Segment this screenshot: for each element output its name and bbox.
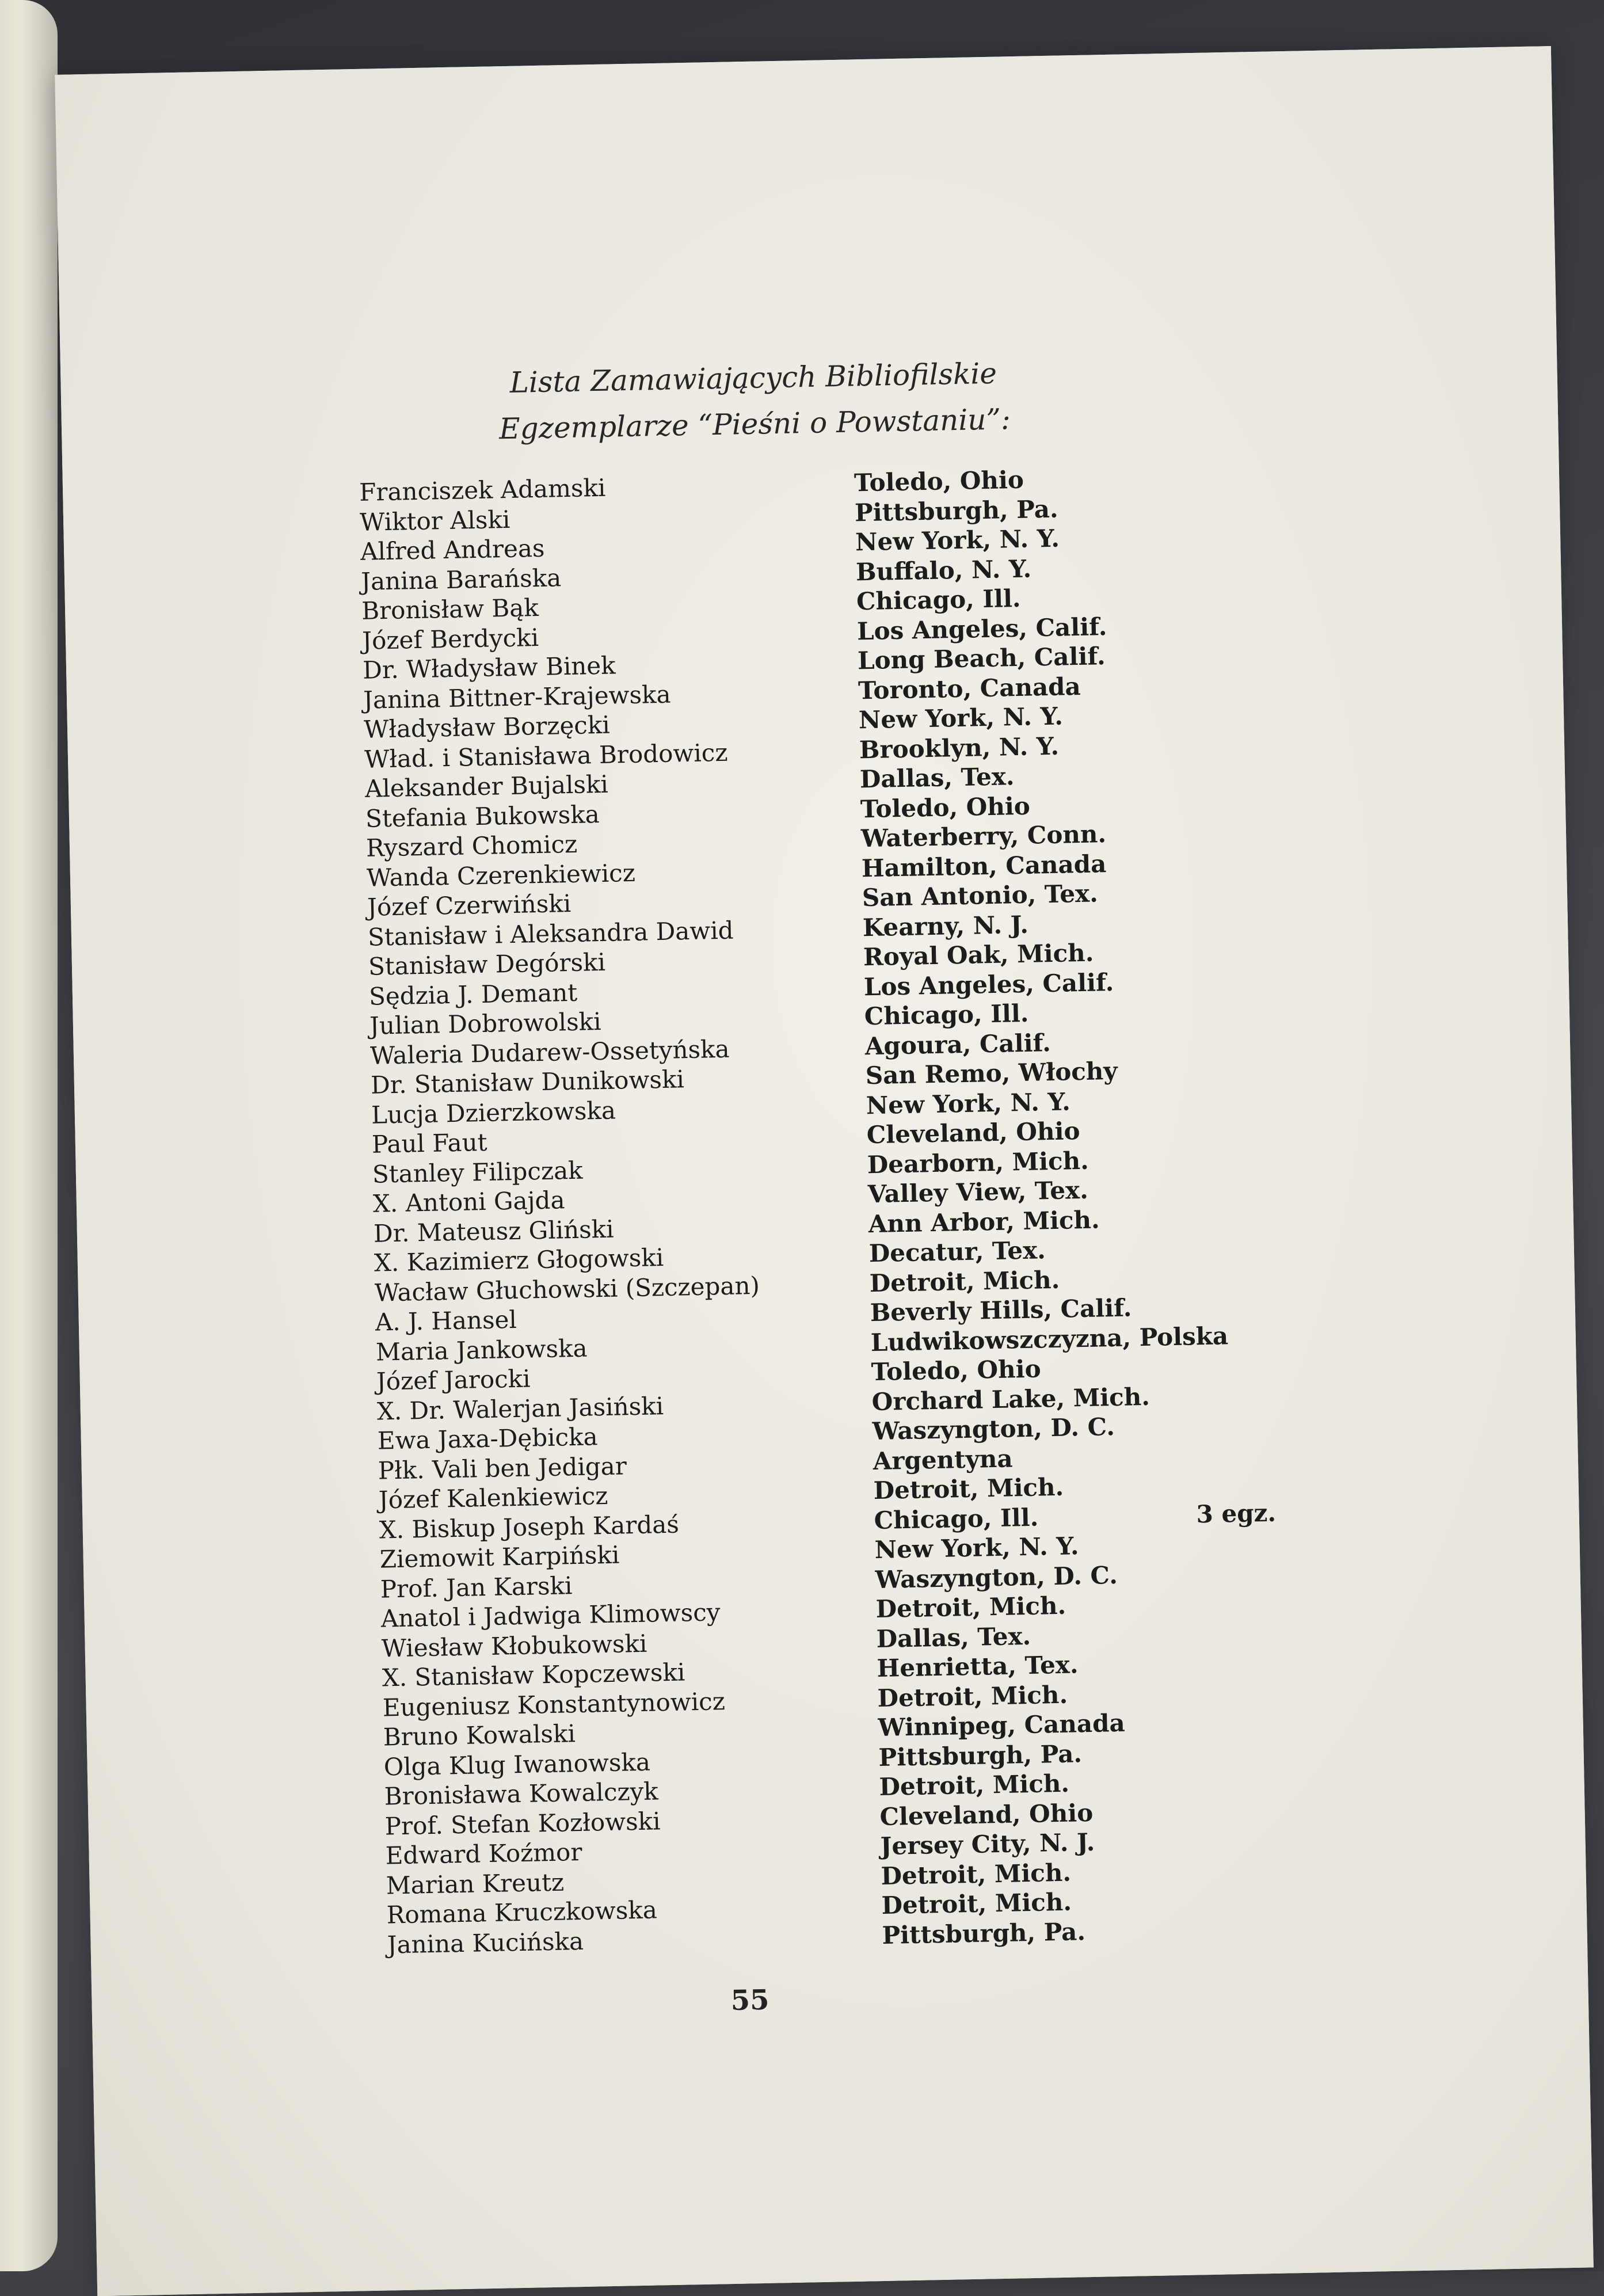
subscriber-name: X. Antoni Gajda [372,1186,565,1218]
subscriber-location: Detroit, Mich. [875,1591,1066,1624]
subscriber-name: Dr. Władysław Binek [362,651,616,684]
subscriber-location: Royal Oak, Mich. [863,938,1094,972]
subscriber-name: Józef Berdycki [361,623,539,655]
subscriber-name: Aleksander Bujalski [364,770,609,803]
subscriber-location: Toledo, Ohio [860,791,1031,823]
subscriber-name: Józef Czerwiński [367,889,572,922]
subscriber-name: Ewa Jaxa-Dębicka [377,1422,598,1455]
subscriber-location: Waszyngton, D. C. [872,1412,1115,1446]
subscriber-name: Płk. Vali ben Jedigar [378,1451,627,1485]
subscriber-location: Winnipeg, Canada [878,1708,1126,1742]
subscriber-name: Waleria Dudarew-Ossetyńska [369,1034,730,1070]
subscriber-name: Wanda Czerenkiewicz [366,858,636,892]
subscriber-location: Los Angeles, Calif. [856,612,1107,645]
subscriber-name: Janina Kucińska [387,1926,584,1959]
subscriber-location: Henrietta, Tex. [877,1650,1079,1683]
subscriber-location: Dallas, Tex. [859,762,1015,794]
subscriber-location: Long Beach, Calif. [857,642,1106,675]
subscriber-location: San Antonio, Tex. [862,879,1099,912]
subscriber-location: Chicago, Ill. [856,584,1021,616]
subscriber-name: Stanisław i Aleksandra Dawid [367,916,734,951]
subscriber-location: Argentyna [873,1444,1014,1475]
subscriber-name: X. Stanisław Kopczewski [382,1658,685,1692]
subscriber-location: Brooklyn, N. Y. [859,732,1060,764]
subscriber-list [359,459,1366,1959]
subscriber-name: Bronisława Kowalczyk [384,1777,659,1811]
subscriber-name: Prof. Stefan Kozłowski [384,1806,661,1841]
subscriber-name: Julian Dobrowolski [369,1007,601,1040]
facing-page-edge [0,0,58,2271]
subscriber-name: Ryszard Chomicz [365,829,578,862]
subscriber-name: X. Biskup Joseph Kardaś [379,1510,680,1544]
subscriber-location: Pittsburgh, Pa. [878,1739,1083,1772]
subscriber-location: Cleveland, Ohio [879,1798,1094,1831]
subscriber-name: X. Dr. Walerjan Jasiński [376,1391,664,1426]
subscriber-location: Chicago, Ill. [864,999,1029,1031]
subscriber-location: Los Angeles, Calif. [863,968,1114,1001]
subscriber-name: Prof. Jan Karski [380,1571,573,1604]
subscriber-location: New York, N. Y. [866,1087,1071,1120]
subscriber-name: Romana Kruczkowska [386,1895,658,1929]
subscriber-name: Wiesław Kłobukowski [381,1629,647,1663]
book-page [55,46,1594,2296]
subscriber-location: Cleveland, Ohio [866,1117,1080,1149]
subscriber-location: Dearborn, Mich. [867,1146,1089,1179]
subscriber-location: Pittsburgh, Pa. [882,1917,1086,1949]
subscriber-name: Wacław Głuchowski (Szczepan) [374,1271,760,1307]
subscriber-location: Toledo, Ohio [854,465,1024,497]
subscriber-location: Dallas, Tex. [876,1621,1031,1653]
list-title [498,347,1190,452]
subscriber-name: Stanley Filipczak [372,1156,583,1189]
copies-note: 3 egz. [1196,1498,1277,1528]
subscriber-name: Bronisław Bąk [361,593,539,625]
subscriber-location: Ludwikowszczyzna, Polska [870,1321,1229,1357]
subscriber-location: Toronto, Canada [858,672,1081,705]
subscriber-name: Janina Barańska [360,563,562,596]
subscriber-location: Toledo, Ohio [871,1354,1042,1387]
subscriber-name: Bruno Kowalski [383,1719,576,1751]
subscriber-name: A. J. Hansel [375,1305,517,1337]
subscriber-name: Józef Jarocki [376,1364,531,1396]
subscriber-location: Detroit, Mich. [873,1472,1064,1505]
subscriber-name: Olga Klug Iwanowska [383,1747,651,1781]
subscriber-name: Marian Kreutz [386,1868,565,1899]
subscriber-name: X. Kazimierz Głogowski [374,1243,664,1277]
subscriber-location: Kearny, N. J. [862,910,1029,942]
subscriber-location: Detroit, Mich. [881,1858,1072,1890]
subscriber-name: Maria Jankowska [375,1334,588,1366]
subscriber-name: Stefania Bukowska [365,799,600,833]
subscriber-location: Valley View, Tex. [867,1175,1089,1209]
subscriber-name: Eugeniusz Konstantynowicz [382,1686,726,1722]
list-title-line-2: Egzemplarze “Pieśni o Powstaniu”: [498,402,1011,446]
subscriber-name: Wład. i Stanisława Brodowicz [364,738,728,774]
subscriber-name: Dr. Mateusz Gliński [373,1214,614,1248]
page-number: 55 [730,1983,770,2017]
subscriber-name: Wiktor Alski [359,505,510,536]
subscriber-location: Buffalo, N. Y. [855,554,1032,586]
subscriber-location: Waterberry, Conn. [860,820,1107,853]
subscriber-name: Józef Kalenkiewicz [378,1481,608,1514]
list-title-line-1: Lista Zamawiających Bibliofilskie [509,356,997,399]
subscriber-name: Sędzia J. Demant [368,978,578,1011]
subscriber-name: Franciszek Adamski [359,473,606,507]
subscriber-location: New York, N. Y. [855,524,1060,557]
subscriber-name: Ziemowit Karpiński [379,1540,620,1574]
subscriber-location: Decatur, Tex. [868,1236,1046,1268]
subscriber-name: Dr. Stanisław Dunikowski [370,1065,685,1099]
subscriber-location: San Remo, Włochy [865,1056,1118,1090]
subscriber-location: Hamilton, Canada [861,849,1107,882]
subscriber-name: Edward Koźmor [385,1837,582,1870]
subscriber-location: Jersey City, N. J. [880,1827,1095,1860]
subscriber-location: New York, N. Y. [874,1532,1079,1564]
subscriber-name: Stanisław Degórski [368,947,606,981]
subscriber-name: Anatol i Jadwiga Klimowscy [380,1598,721,1633]
subscriber-name: Janina Bittner-Krajewska [363,680,671,714]
subscriber-location: Pittsburgh, Pa. [854,494,1058,527]
subscriber-name: Paul Faut [371,1128,487,1159]
subscriber-location: Detroit, Mich. [881,1887,1072,1920]
subscriber-location: Waszyngton, D. C. [875,1560,1118,1594]
subscriber-name: Lucja Dzierzkowska [371,1096,616,1129]
subscriber-location: Detroit, Mich. [877,1680,1068,1712]
subscriber-location: New York, N. Y. [858,702,1064,734]
subscriber-location: Orchard Lake, Mich. [871,1382,1150,1416]
subscriber-location: Detroit, Mich. [879,1769,1070,1802]
subscriber-location: Ann Arbor, Mich. [868,1205,1100,1238]
subscriber-name: Władysław Borzęcki [363,710,611,744]
subscriber-location: Detroit, Mich. [869,1265,1060,1297]
subscriber-location: Beverly Hills, Calif. [870,1293,1132,1327]
subscriber-name: Alfred Andreas [360,534,545,566]
subscriber-location: Agoura, Calif. [864,1028,1051,1060]
subscriber-location: Chicago, Ill. [874,1503,1039,1535]
